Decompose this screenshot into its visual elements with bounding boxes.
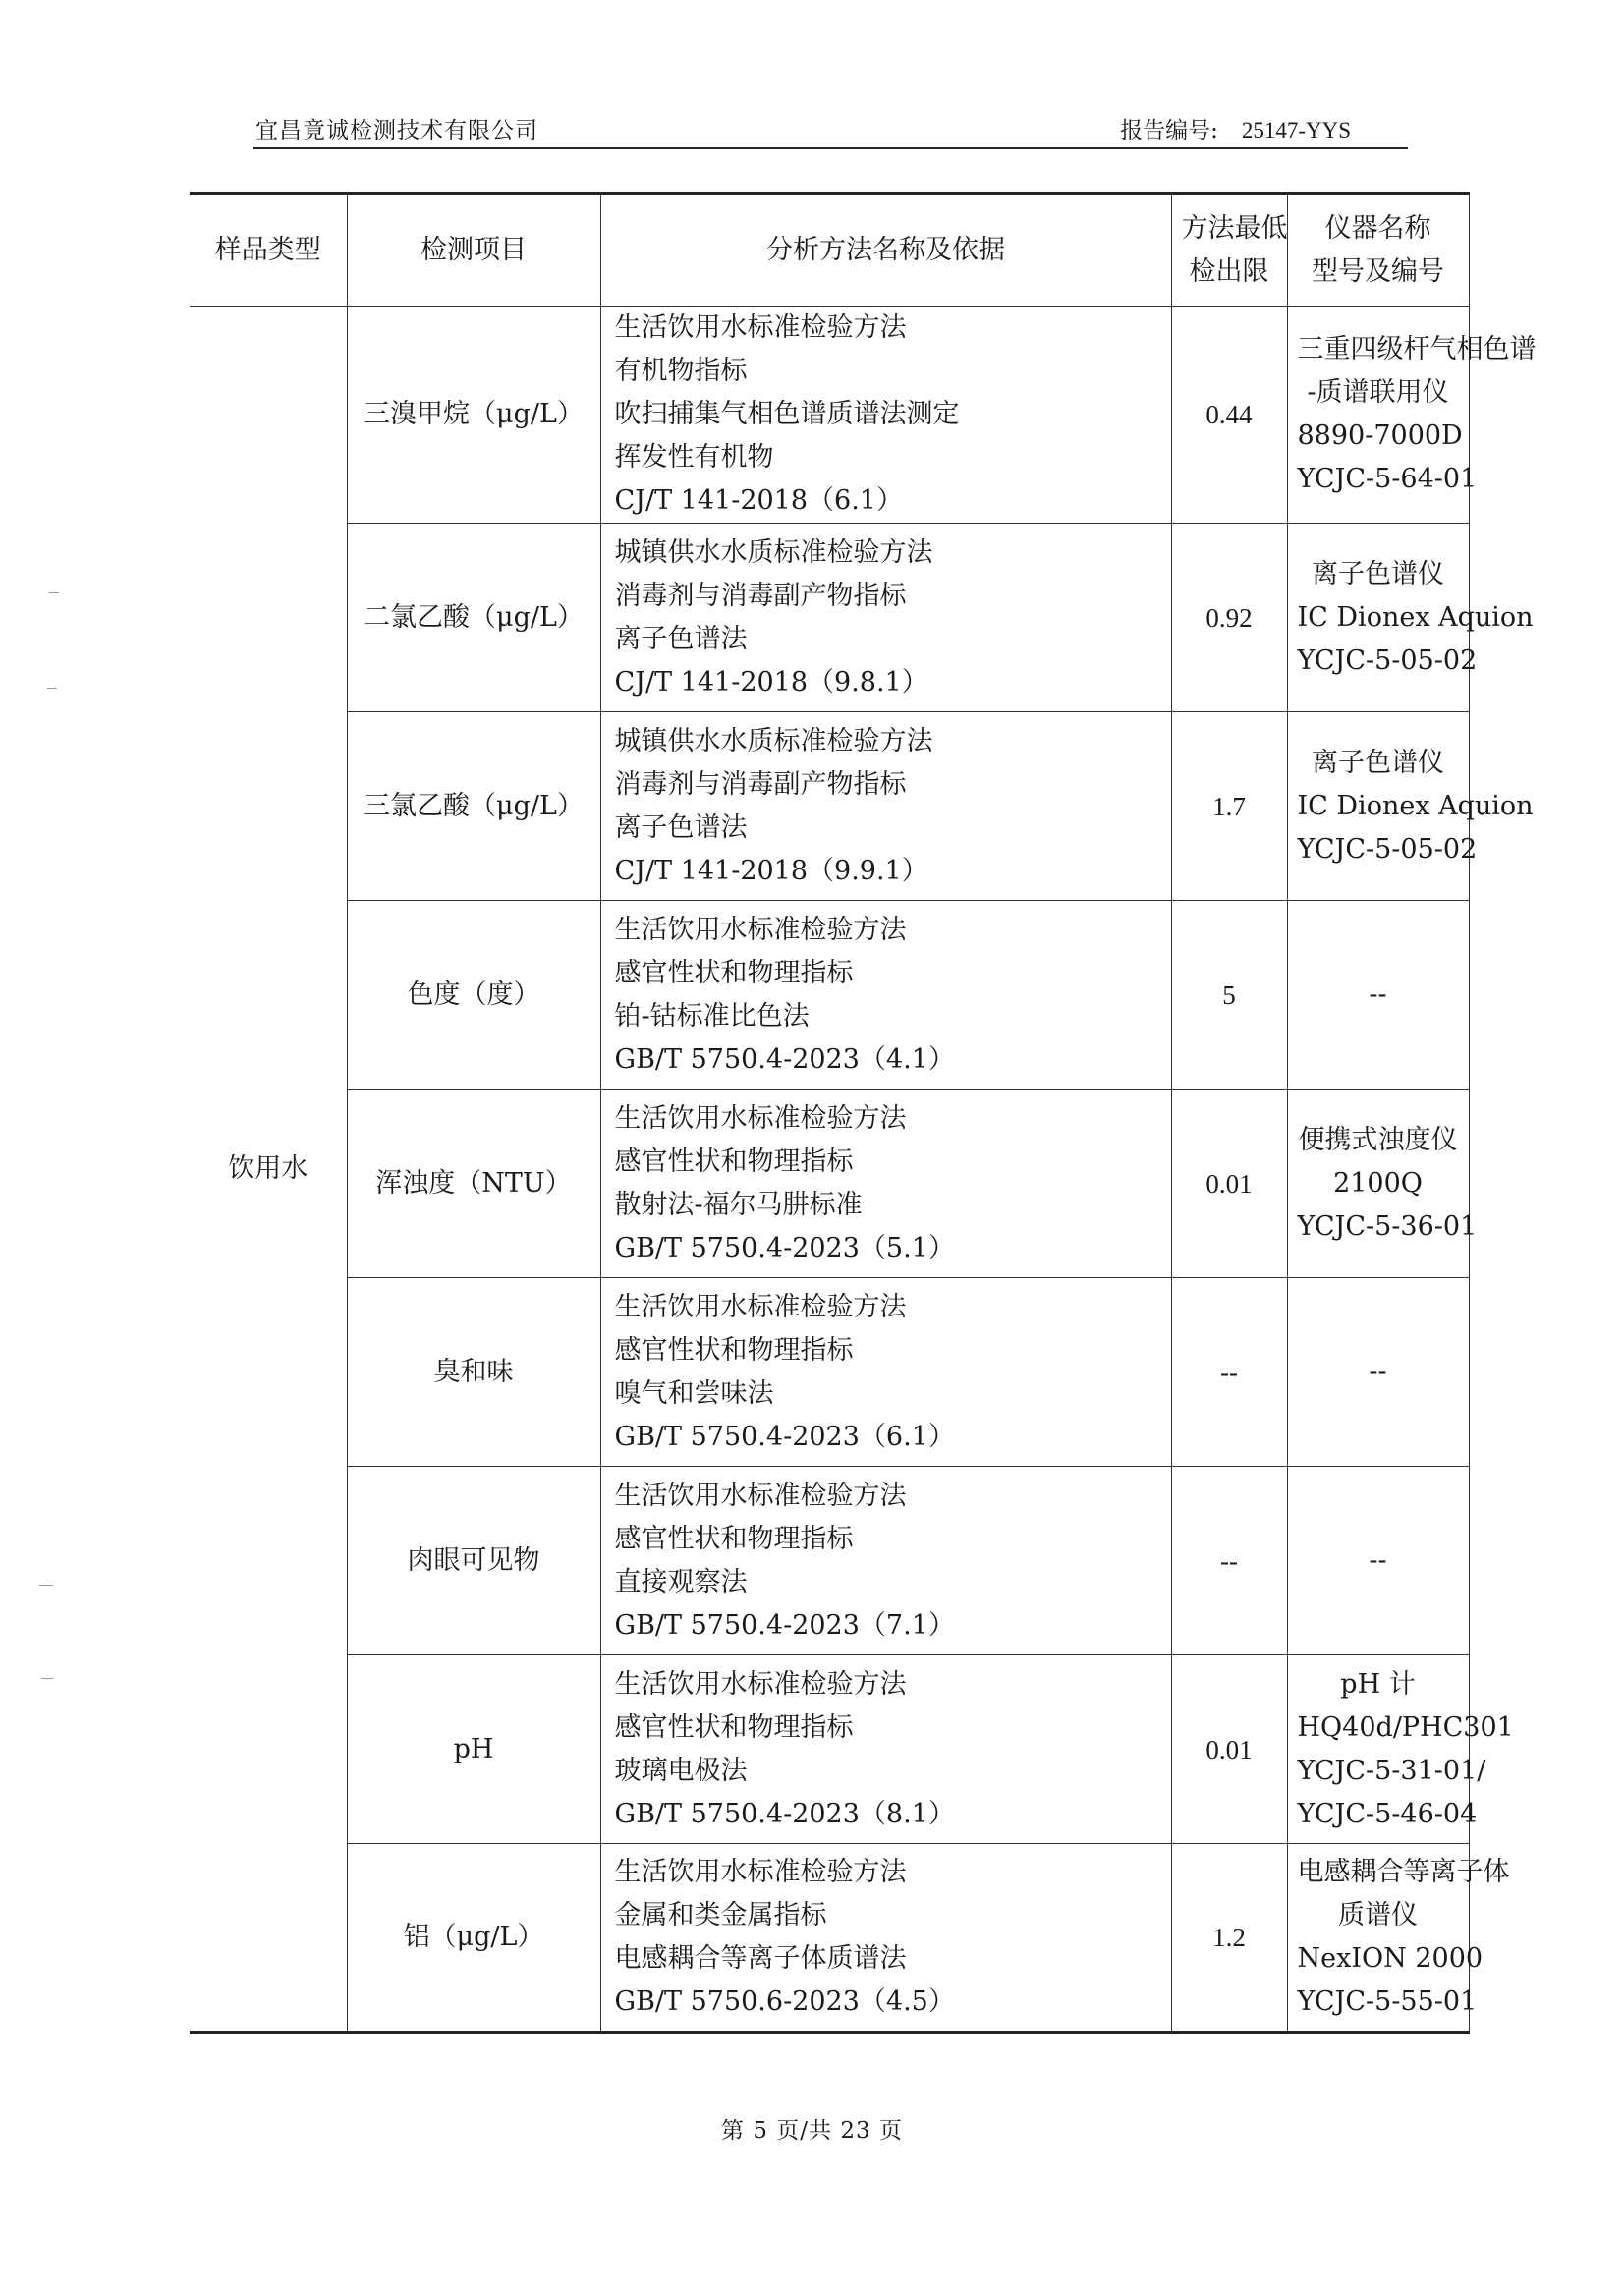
table-row [190, 1278, 1469, 1467]
cell-line: 嗅气和尝味法 [614, 1377, 774, 1409]
test-item-cell: 铝（μg/L） [347, 1844, 600, 2033]
instrument-cell [1287, 524, 1534, 712]
cell-line: 生活饮用水标准检验方法 [614, 1291, 907, 1322]
cell-line: YCJC-5-46-04 [1297, 1798, 1478, 1829]
cell-line: YCJC-5-05-02 [1297, 833, 1478, 865]
cell-line: 仪器名称 [1324, 212, 1431, 244]
test-item-cell: 肉眼可见物 [347, 1467, 600, 1655]
header-instrument [1287, 194, 1469, 307]
cell-line: 电感耦合等离子体质谱法 [614, 1943, 907, 1974]
detection-limit-cell: 0.44 [1171, 307, 1287, 524]
test-item-cell: 浑浊度（NTU） [347, 1090, 600, 1278]
page-header [253, 108, 1408, 149]
instrument-cell [1287, 307, 1537, 524]
cell-line: pH 计 [1340, 1668, 1416, 1700]
cell-line: 生活饮用水标准检验方法 [614, 1480, 907, 1511]
method-cell [600, 1090, 1171, 1278]
test-item-cell: 色度（度） [347, 901, 600, 1090]
header-detection-limit [1171, 194, 1287, 307]
cell-line: NexION 2000 [1297, 1943, 1484, 1974]
cell-line: 感官性状和物理指标 [614, 1146, 854, 1177]
cell-line: -- [1369, 1544, 1387, 1576]
method-cell [600, 901, 1171, 1090]
detection-limit-cell: 0.92 [1171, 524, 1287, 712]
instrument-cell [1287, 1278, 1469, 1467]
table-row [190, 524, 1469, 712]
detection-limit-cell: 1.2 [1171, 1844, 1287, 2033]
cell-line: -质谱联用仪 [1307, 377, 1449, 408]
cell-line: GB/T 5750.4-2023（4.1） [614, 1043, 955, 1075]
cell-line: GB/T 5750.4-2023（8.1） [614, 1798, 955, 1829]
cell-line: GB/T 5750.4-2023（6.1） [614, 1421, 955, 1452]
cell-line: 消毒剂与消毒副产物指标 [614, 580, 907, 611]
table-header-row [190, 194, 1469, 307]
cell-line: 检测项目 [420, 234, 527, 265]
test-item-cell: 二氯乙酸（μg/L） [347, 524, 600, 712]
cell-line: 吹扫捕集气相色谱质谱法测定 [614, 399, 960, 429]
report-number-label: 报告编号: [1120, 118, 1218, 143]
cell-line: GB/T 5750.4-2023（7.1） [614, 1609, 955, 1641]
cell-line: YCJC-5-55-01 [1297, 1987, 1478, 2017]
cell-line: 挥发性有机物 [614, 442, 774, 473]
cell-line: 玻璃电极法 [614, 1755, 748, 1786]
cell-line: 便携式浊度仪 [1298, 1124, 1458, 1155]
cell-line: 离子色谱仪 [1312, 747, 1444, 778]
cell-line: 消毒剂与消毒副产物指标 [614, 768, 907, 800]
scan-artifact [47, 688, 57, 689]
cell-line: HQ40d/PHC301 [1297, 1711, 1514, 1743]
test-item-cell: 三氯乙酸（μg/L） [347, 712, 600, 901]
cell-line: 电感耦合等离子体 [1297, 1857, 1510, 1887]
header-sample-type [190, 194, 347, 307]
cell-line: 感官性状和物理指标 [614, 1334, 854, 1366]
cell-line: GB/T 5750.4-2023（5.1） [614, 1232, 955, 1263]
cell-line: 离子色谱仪 [1312, 558, 1444, 589]
page-number: 第 5 页/共 23 页 [721, 2118, 903, 2144]
detection-limit-cell: 1.7 [1171, 712, 1287, 901]
instrument-cell [1287, 1655, 1514, 1844]
method-cell [600, 524, 1171, 712]
cell-line: YCJC-5-31-01/ [1297, 1755, 1486, 1786]
detection-limit-cell: 0.01 [1171, 1090, 1287, 1278]
table-row [190, 1467, 1469, 1655]
cell-line: 感官性状和物理指标 [614, 1711, 854, 1743]
cell-line: 铂-钴标准比色法 [614, 1000, 810, 1032]
test-item-cell: 臭和味 [347, 1278, 600, 1467]
cell-line: 生活饮用水标准检验方法 [614, 1857, 907, 1887]
header-method [600, 194, 1171, 307]
method-cell [600, 1278, 1171, 1467]
test-item-cell: pH [347, 1655, 600, 1844]
cell-line: 质谱仪 [1338, 1900, 1418, 1931]
cell-line: 城镇供水水质标准检验方法 [614, 725, 933, 756]
method-cell [600, 307, 1171, 524]
instrument-cell [1287, 712, 1534, 901]
cell-line: IC Dionex Aquion [1297, 790, 1534, 821]
cell-line: 离子色谱法 [614, 623, 748, 654]
cell-line: 离子色谱法 [614, 812, 748, 843]
table-row [190, 307, 1469, 524]
cell-line: YCJC-5-05-02 [1297, 644, 1478, 676]
cell-line: 生活饮用水标准检验方法 [614, 914, 907, 945]
report-number-value: 25147-YYS [1241, 118, 1351, 142]
cell-line: 感官性状和物理指标 [614, 1523, 854, 1554]
test-methods-table [190, 192, 1537, 2034]
cell-line: 分析方法名称及依据 [766, 234, 1005, 265]
report-number [1120, 112, 1351, 144]
cell-line: IC Dionex Aquion [1297, 601, 1534, 633]
scan-artifact [41, 1678, 53, 1679]
instrument-cell [1287, 1844, 1510, 2033]
cell-line: 生活饮用水标准检验方法 [614, 1668, 907, 1700]
instrument-cell [1287, 1467, 1469, 1655]
cell-line: GB/T 5750.6-2023（4.5） [614, 1987, 955, 2017]
table-row [190, 1655, 1469, 1844]
header-test-item [347, 194, 600, 307]
sample-type-cell: 饮用水 [190, 307, 347, 2033]
table-row [190, 1844, 1469, 2033]
detection-limit-cell: 5 [1171, 901, 1287, 1090]
cell-line: 型号及编号 [1312, 255, 1444, 287]
table-row [190, 901, 1469, 1090]
cell-line: -- [1369, 1356, 1387, 1387]
scan-artifact [49, 592, 59, 593]
detection-limit-cell: -- [1171, 1467, 1287, 1655]
method-cell [600, 712, 1171, 901]
company-name: 宜昌竟诚检测技术有限公司 [255, 118, 538, 143]
cell-line: 样品类型 [214, 234, 321, 265]
method-cell [600, 1467, 1171, 1655]
cell-line: 8890-7000D [1297, 420, 1463, 451]
cell-line: -- [1369, 979, 1387, 1010]
table-row [190, 1090, 1469, 1278]
detection-limit-cell: -- [1171, 1278, 1287, 1467]
cell-line: CJ/T 141-2018（9.9.1） [614, 855, 928, 886]
cell-line: 方法最低 [1181, 212, 1288, 244]
method-cell [600, 1655, 1171, 1844]
instrument-cell [1287, 1090, 1478, 1278]
cell-line: CJ/T 141-2018（9.8.1） [614, 666, 928, 698]
cell-line: 2100Q [1333, 1167, 1423, 1199]
detection-limit-cell: 0.01 [1171, 1655, 1287, 1844]
cell-line: 散射法-福尔马肼标准 [614, 1189, 863, 1220]
cell-line: 金属和类金属指标 [614, 1900, 827, 1931]
cell-line: 检出限 [1189, 255, 1269, 287]
scan-artifact [39, 1585, 53, 1586]
instrument-cell [1287, 901, 1469, 1090]
cell-line: 生活饮用水标准检验方法 [614, 312, 907, 343]
cell-line: 感官性状和物理指标 [614, 957, 854, 988]
cell-line: 生活饮用水标准检验方法 [614, 1102, 907, 1134]
method-cell [600, 1844, 1171, 2033]
cell-line: CJ/T 141-2018（6.1） [614, 485, 903, 516]
cell-line: YCJC-5-36-01 [1297, 1210, 1478, 1242]
cell-line: 三重四级杆气相色谱 [1297, 334, 1537, 364]
cell-line: 直接观察法 [614, 1566, 748, 1597]
test-item-cell: 三溴甲烷（μg/L） [347, 307, 600, 524]
table-row [190, 712, 1469, 901]
cell-line: 有机物指标 [614, 356, 748, 386]
cell-line: 城镇供水水质标准检验方法 [614, 536, 933, 568]
cell-line: YCJC-5-64-01 [1297, 464, 1478, 494]
